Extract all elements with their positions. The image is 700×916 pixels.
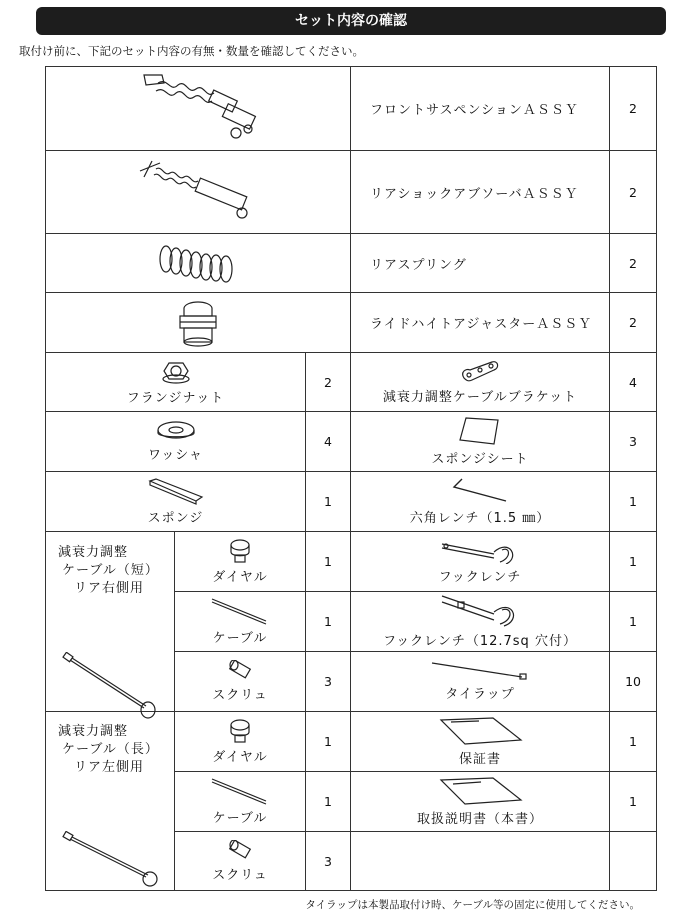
cable-assembly-icon	[60, 831, 160, 891]
rear-shock-cell	[46, 151, 351, 234]
item-label: スポンジ	[147, 511, 204, 526]
hook-wrench-holed-icon	[440, 594, 520, 628]
item-label: 減衰力調整ケーブルブラケット	[382, 389, 578, 405]
item-label: スポンジシート	[431, 452, 529, 467]
item-qty: 3	[610, 412, 657, 472]
item-label: スクリュ	[212, 867, 268, 883]
washer-cell	[46, 412, 306, 472]
item-qty: 2	[610, 67, 657, 151]
ride-height-cell	[46, 293, 351, 353]
hook-wrench-icon	[440, 538, 520, 564]
screw-cell	[175, 652, 306, 712]
group-label-line: リア右側用	[74, 580, 145, 596]
cable-group-long	[46, 712, 175, 891]
item-qty: 1	[306, 532, 351, 592]
item-qty: 2	[610, 293, 657, 353]
group-label-line: 減衰力調整	[58, 544, 129, 560]
table-row	[46, 151, 657, 234]
front-suspension-icon	[138, 71, 258, 147]
item-label: ワッシャ	[147, 448, 204, 463]
table-row	[46, 67, 657, 151]
intro-text: 取付け前に、下記のセット内容の有無・数量を確認してください。	[19, 44, 364, 58]
table-row	[46, 472, 657, 532]
item-label: フロントサスペンションＡＳＳＹ	[351, 67, 610, 151]
item-qty: 1	[610, 712, 657, 772]
group-label-line: ケーブル（長）	[62, 742, 159, 757]
item-qty: 1	[610, 592, 657, 652]
item-label: フックレンチ	[438, 570, 522, 585]
item-qty: 3	[306, 652, 351, 712]
sponge-sheet-icon	[458, 416, 502, 446]
item-qty: 1	[306, 472, 351, 532]
item-label: ダイヤル	[212, 750, 268, 765]
item-qty: 4	[306, 412, 351, 472]
dial-cell	[175, 532, 306, 592]
sponge-sheet-cell	[351, 412, 610, 472]
warranty-cell	[351, 712, 610, 772]
ride-height-adjuster-icon	[176, 298, 220, 348]
item-label: リアショックアブソーバＡＳＳＹ	[351, 151, 610, 234]
item-qty: 2	[610, 151, 657, 234]
item-label: ライドハイトアジャスターＡＳＳＹ	[351, 293, 610, 353]
item-label: フランジナット	[126, 390, 225, 406]
manual-icon	[435, 776, 525, 806]
item-qty: 1	[610, 772, 657, 832]
section-header: セット内容の確認	[36, 7, 666, 35]
cable-cell	[175, 592, 306, 652]
cable-group-short	[46, 532, 175, 712]
washer-icon	[156, 420, 196, 442]
item-label: リアスプリング	[351, 234, 610, 293]
cable-icon	[210, 777, 270, 805]
rear-spring-icon	[158, 243, 238, 283]
item-qty: 1	[306, 712, 351, 772]
item-qty	[610, 832, 657, 891]
item-qty: 4	[610, 353, 657, 412]
hook-wrench-holed-cell	[351, 592, 610, 652]
dial-icon	[228, 718, 252, 744]
table-row	[46, 412, 657, 472]
item-qty: 2	[610, 234, 657, 293]
table-row	[46, 532, 657, 592]
cable-icon	[210, 597, 270, 625]
sponge-cell	[46, 472, 306, 532]
item-qty: 1	[610, 532, 657, 592]
item-qty: 1	[306, 592, 351, 652]
table-row	[46, 293, 657, 353]
item-qty: 1	[610, 472, 657, 532]
cable-cell	[175, 772, 306, 832]
flange-nut-cell	[46, 353, 306, 412]
item-label: スクリュ	[212, 688, 268, 703]
item-label: 取扱説明書（本書）	[417, 812, 544, 827]
group-label-line: リア左側用	[74, 760, 145, 775]
hex-wrench-cell	[351, 472, 610, 532]
item-label: 保証書	[459, 752, 502, 767]
screw-icon	[227, 660, 253, 682]
footnote: タイラップは本製品取付け時、ケーブル等の固定に使用してください。	[305, 899, 640, 911]
table-row	[46, 234, 657, 293]
cable-assembly-icon	[60, 652, 160, 722]
item-qty: 1	[306, 772, 351, 832]
manual-cell	[351, 772, 610, 832]
group-label-line: ケーブル（短）	[62, 562, 159, 578]
screw-cell	[175, 832, 306, 891]
group-label-line: 減衰力調整	[58, 724, 129, 739]
empty-cell	[351, 832, 610, 891]
bracket-cell	[351, 353, 610, 412]
hook-wrench-cell	[351, 532, 610, 592]
item-label: タイラップ	[445, 687, 515, 702]
dial-cell	[175, 712, 306, 772]
item-label: ダイヤル	[212, 570, 268, 585]
item-label: 六角レンチ（1.5 ㎜）	[409, 511, 551, 526]
sponge-icon	[146, 477, 206, 505]
item-label: ケーブル	[212, 631, 268, 646]
item-qty: 3	[306, 832, 351, 891]
dial-icon	[228, 538, 252, 564]
flange-nut-icon	[161, 359, 191, 385]
item-label: フックレンチ（12.7sq 穴付）	[383, 634, 577, 649]
item-label: ケーブル	[212, 811, 268, 826]
rear-shock-icon	[138, 157, 258, 227]
parts-table	[45, 66, 657, 891]
tie-wrap-icon	[430, 661, 530, 681]
screw-icon	[227, 840, 253, 862]
item-qty: 2	[306, 353, 351, 412]
warranty-icon	[435, 716, 525, 746]
item-qty: 10	[610, 652, 657, 712]
bracket-icon	[460, 360, 500, 384]
rear-spring-cell	[46, 234, 351, 293]
table-row	[46, 353, 657, 412]
tie-wrap-cell	[351, 652, 610, 712]
hex-wrench-icon	[450, 477, 510, 505]
front-suspension-cell	[46, 67, 351, 151]
